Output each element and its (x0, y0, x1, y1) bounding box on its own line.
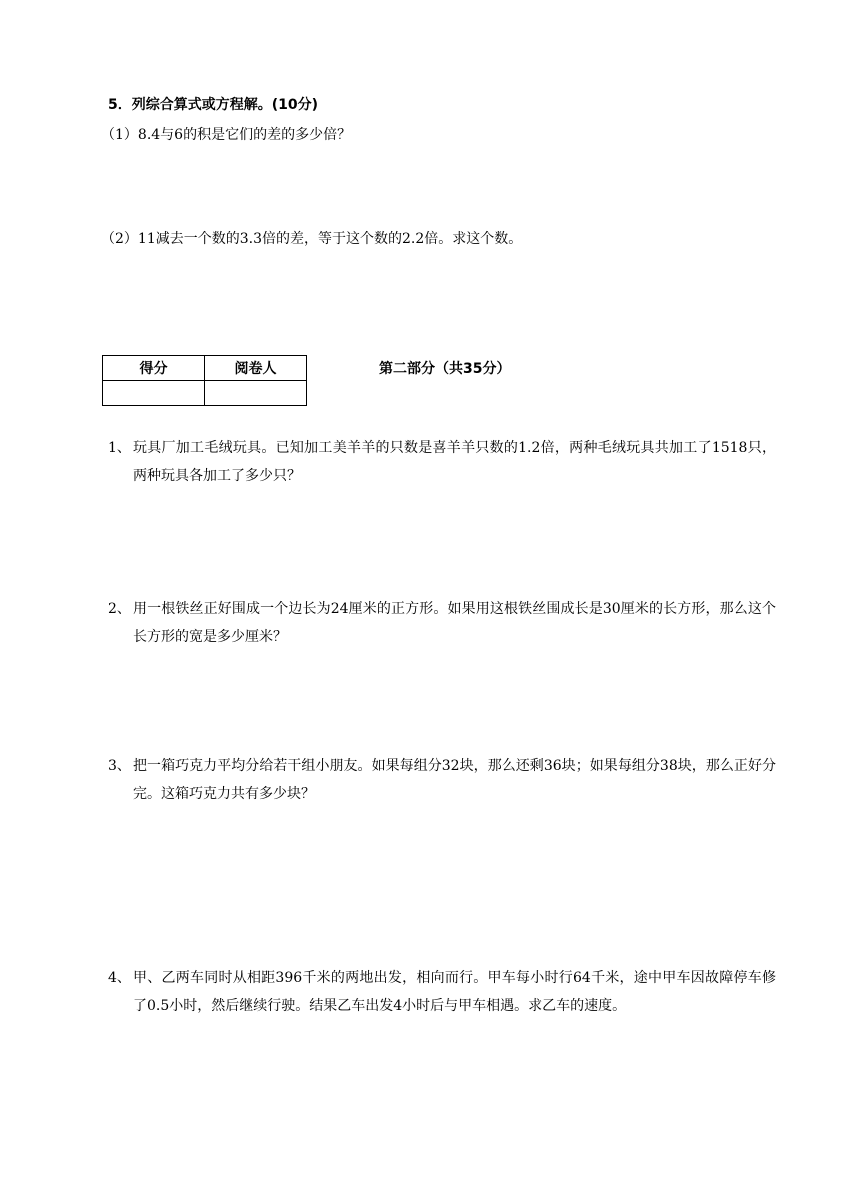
question-3-number: 3、 (108, 758, 131, 774)
reviewer-cell (205, 381, 307, 406)
reviewer-header: 阅卷人 (205, 356, 307, 381)
question-4-text: 甲、乙两车同时从相距396千米的两地出发，相向而行。甲车每小时行64千米，途中甲车因故障停车修了0.5小时，然后继续行驶。结果乙车出发4小时后与甲车相遇。求乙车的速度。 (133, 970, 776, 1014)
part2-title: 第二部分（共35分） (379, 361, 511, 377)
question-1-text: 玩具厂加工毛绒玩具。已知加工美羊羊的只数是喜羊羊只数的1.2倍，两种毛绒玩具共加工了1518只，两种玩具各加工了多少只？ (133, 440, 776, 484)
question-4-number: 4、 (108, 970, 131, 986)
section5-item-1: （1）8.4与6的积是它们的差的多少倍？ (101, 127, 352, 143)
section5-heading: 5．列综合算式或方程解。(10分) (108, 97, 319, 113)
question-1-number: 1、 (108, 440, 131, 456)
score-table (102, 355, 307, 406)
question-2-text: 用一根铁丝正好围成一个边长为24厘米的正方形。如果用这根铁丝围成长是30厘米的长方形，那么这个长方形的宽是多少厘米？ (133, 601, 776, 645)
score-header: 得分 (103, 356, 205, 381)
section5-item-2: （2）11减去一个数的3.3倍的差，等于这个数的2.2倍。求这个数。 (101, 231, 523, 247)
question-2-number: 2、 (108, 601, 131, 617)
question-3-text: 把一箱巧克力平均分给若干组小朋友。如果每组分32块，那么还剩36块；如果每组分38块，那么正好分完。这箱巧克力共有多少块？ (133, 758, 776, 802)
score-cell (103, 381, 205, 406)
